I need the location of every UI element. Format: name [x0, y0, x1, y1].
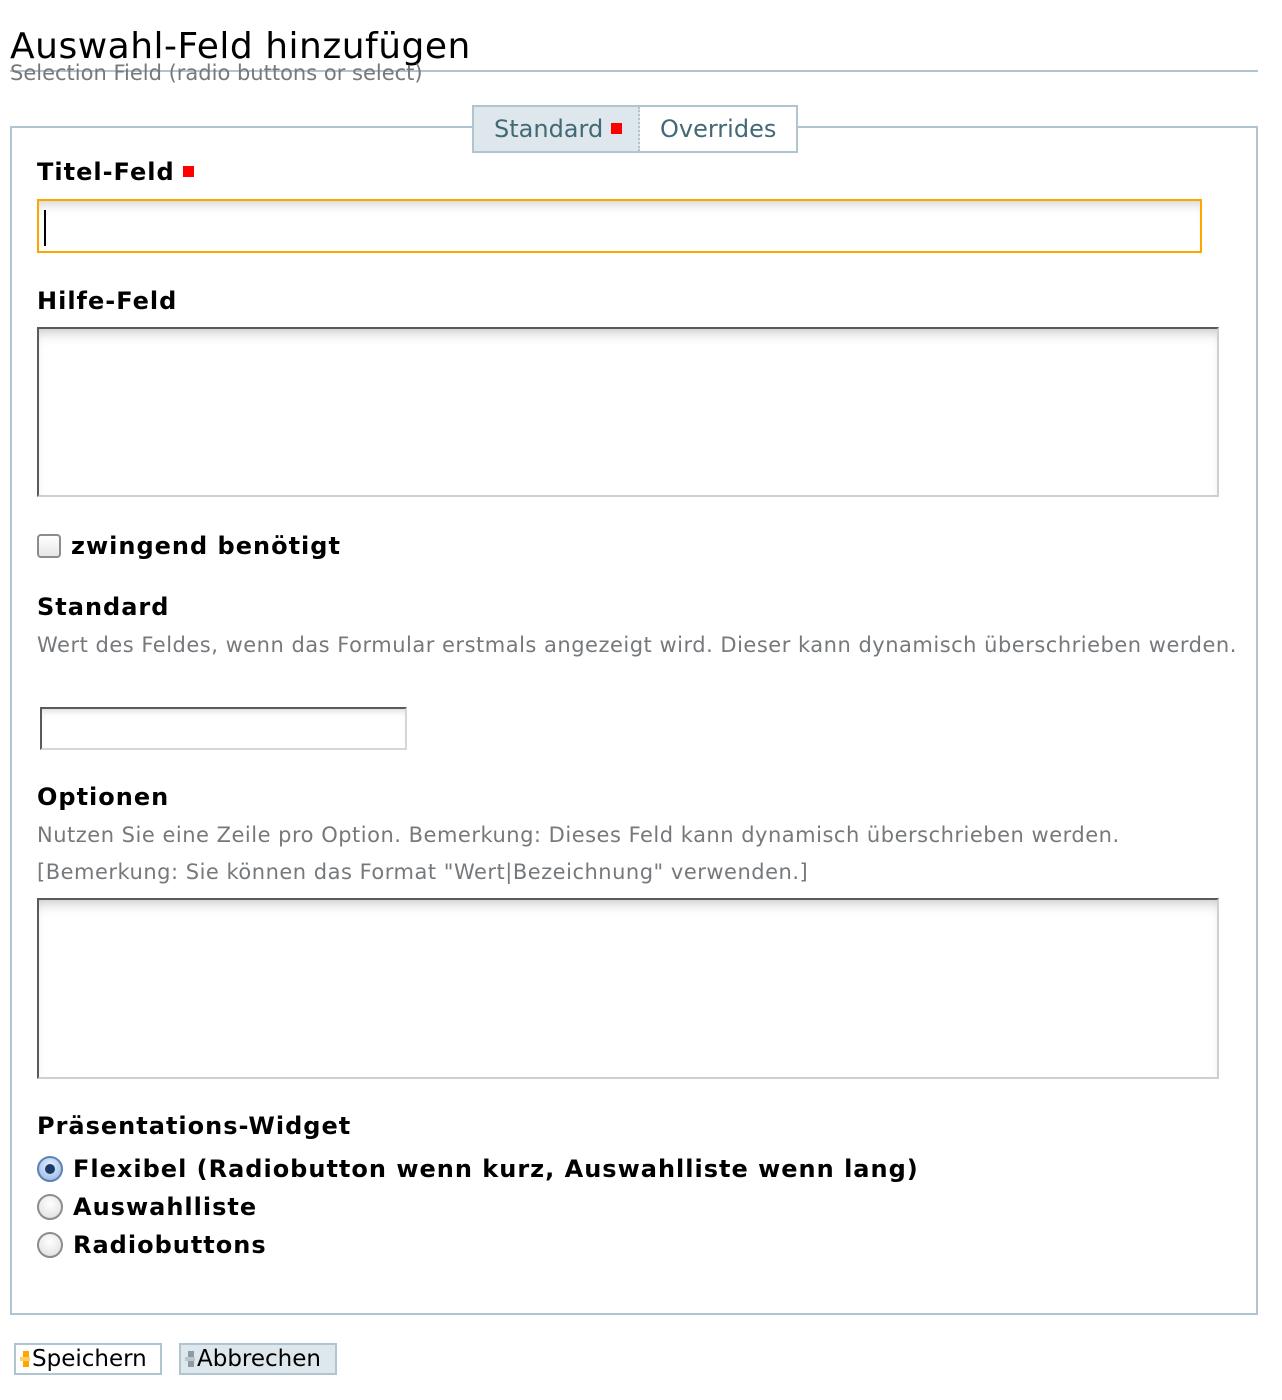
save-button-label: Speichern — [32, 1346, 147, 1372]
widget-label: Präsentations-Widget — [37, 1112, 352, 1140]
options-textarea[interactable] — [37, 898, 1219, 1079]
help-textarea[interactable] — [37, 327, 1219, 497]
widget-radio-radiobuttons[interactable] — [37, 1232, 63, 1258]
required-marker-icon — [183, 166, 194, 177]
tab-overrides-label: Overrides — [660, 115, 777, 143]
widget-option-radiobuttons — [37, 1228, 267, 1262]
title-field-label-text: Titel-Feld — [37, 158, 175, 186]
tab-overrides[interactable] — [640, 107, 796, 151]
page-title: Auswahl-Feld hinzufügen — [10, 24, 1258, 72]
save-button[interactable] — [14, 1343, 162, 1375]
text-caret — [44, 210, 46, 246]
required-checkbox-label[interactable]: zwingend benötigt — [71, 532, 341, 560]
widget-option-flexible-label[interactable]: Flexibel (Radiobutton wenn kurz, Auswahlliste wenn lang) — [73, 1155, 919, 1183]
tab-standard-label: Standard — [494, 115, 604, 143]
default-field-label: Standard — [37, 593, 170, 621]
bullet-icon — [20, 1348, 30, 1370]
required-marker-icon — [611, 123, 622, 134]
widget-option-radiobuttons-label[interactable]: Radiobuttons — [73, 1231, 267, 1259]
required-checkbox-row — [37, 530, 341, 562]
cancel-button[interactable] — [179, 1343, 337, 1375]
page-subtitle: Selection Field (radio buttons or select) — [10, 61, 423, 85]
title-input[interactable] — [37, 199, 1202, 253]
widget-option-select — [37, 1190, 257, 1224]
bullet-icon — [185, 1348, 195, 1370]
help-field-label: Hilfe-Feld — [37, 287, 178, 315]
tab-bar — [472, 105, 798, 153]
tab-standard[interactable] — [474, 107, 640, 151]
default-field-help: Wert des Feldes, wenn das Formular erstmals angezeigt wird. Dieser kann dynamisch überschrieben werden. — [37, 633, 1237, 657]
options-field-label: Optionen — [37, 783, 170, 811]
widget-option-flexible — [37, 1152, 919, 1186]
widget-radio-flexible[interactable] — [37, 1156, 63, 1182]
options-field-help: Nutzen Sie eine Zeile pro Option. Bemerkung: Dieses Feld kann dynamisch überschrieben werden. [Bemerkung: Sie können das Format "Wert|Bezeichnung" verwenden.] — [37, 823, 1120, 884]
required-checkbox[interactable] — [37, 534, 61, 558]
widget-option-select-label[interactable]: Auswahlliste — [73, 1193, 258, 1221]
title-field-label — [37, 156, 194, 188]
cancel-button-label: Abbrechen — [197, 1346, 321, 1372]
default-value-input[interactable] — [40, 707, 407, 750]
widget-radio-select[interactable] — [37, 1194, 63, 1220]
